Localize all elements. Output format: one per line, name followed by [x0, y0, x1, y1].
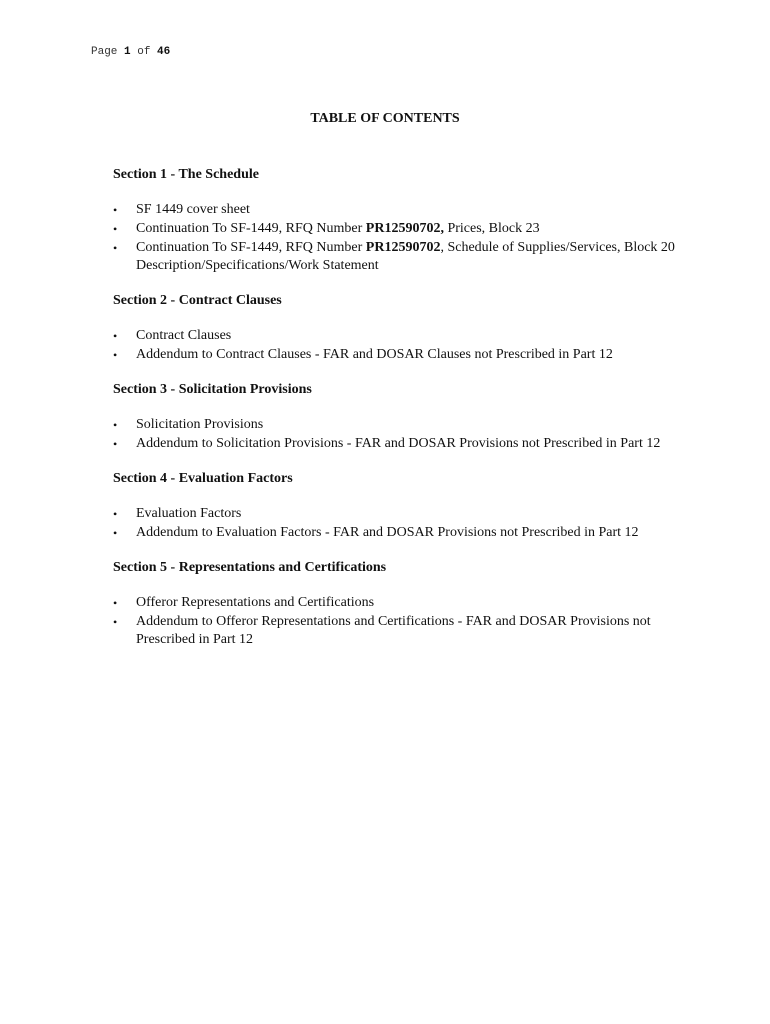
- section-2: [113, 292, 693, 364]
- section-heading: Section 4 - Evaluation Factors: [113, 471, 293, 486]
- page-prefix: Page: [91, 46, 118, 58]
- item-text: Prices, Block 23: [443, 221, 540, 236]
- list-item: [113, 220, 693, 238]
- section-items: [113, 416, 693, 453]
- item-text: , Schedule of Supplies/Services, Block 20 Description/Specifications/Work Statement: [136, 240, 675, 273]
- bullet-icon: •: [113, 507, 118, 521]
- rfq-number: PR12590702,: [365, 221, 444, 236]
- section-heading: Section 2 - Contract Clauses: [113, 293, 282, 308]
- list-item: [113, 613, 693, 649]
- list-item: [113, 435, 693, 453]
- bullet-icon: •: [113, 526, 118, 540]
- page-counter: [91, 46, 170, 58]
- section-heading: Section 5 - Representations and Certifications: [113, 560, 387, 575]
- section-3: [113, 381, 693, 453]
- section-items: [113, 505, 693, 542]
- bullet-icon: •: [113, 329, 118, 343]
- rfq-number: PR12590702: [365, 240, 441, 255]
- current-page-number: 1: [124, 46, 131, 58]
- section-heading: Section 1 - The Schedule: [113, 167, 259, 182]
- item-text: SF 1449 cover sheet: [136, 202, 250, 217]
- bullet-icon: •: [113, 596, 118, 610]
- bullet-icon: •: [113, 203, 118, 217]
- toc-title: TABLE OF CONTENTS: [310, 111, 460, 126]
- section-4: [113, 470, 693, 542]
- item-text: Continuation To SF-1449, RFQ Number: [136, 240, 366, 255]
- bullet-icon: •: [113, 615, 118, 629]
- item-text: Offeror Representations and Certifications: [136, 595, 375, 610]
- item-text: Solicitation Provisions: [136, 417, 264, 432]
- bullet-icon: •: [113, 222, 118, 236]
- list-item: [113, 505, 693, 523]
- list-item: [113, 524, 693, 542]
- section-items: [113, 594, 693, 649]
- list-item: [113, 239, 693, 275]
- total-pages: 46: [157, 46, 171, 58]
- item-text: Addendum to Evaluation Factors - FAR and DOSAR Provisions not Prescribed in Part 12: [136, 525, 639, 540]
- toc-content: [113, 166, 693, 666]
- item-text: Continuation To SF-1449, RFQ Number: [136, 221, 366, 236]
- item-text: Evaluation Factors: [136, 506, 242, 521]
- section-items: [113, 327, 693, 364]
- page-of-label: of: [137, 46, 151, 58]
- item-text: Contract Clauses: [136, 328, 232, 343]
- bullet-icon: •: [113, 348, 118, 362]
- item-text: Addendum to Solicitation Provisions - FAR and DOSAR Provisions not Prescribed in Part 12: [136, 436, 661, 451]
- section-items: [113, 201, 693, 275]
- section-heading: Section 3 - Solicitation Provisions: [113, 382, 312, 397]
- bullet-icon: •: [113, 241, 118, 255]
- item-text: Addendum to Offeror Representations and Certifications - FAR and DOSAR Provisions not Prescribed in Part 12: [136, 614, 651, 647]
- section-1: [113, 166, 693, 275]
- list-item: [113, 416, 693, 434]
- item-text: Addendum to Contract Clauses - FAR and DOSAR Clauses not Prescribed in Part 12: [136, 347, 613, 362]
- bullet-icon: •: [113, 418, 118, 432]
- list-item: [113, 594, 693, 612]
- list-item: [113, 346, 693, 364]
- list-item: [113, 327, 693, 345]
- section-5: [113, 559, 693, 649]
- list-item: [113, 201, 693, 219]
- bullet-icon: •: [113, 437, 118, 451]
